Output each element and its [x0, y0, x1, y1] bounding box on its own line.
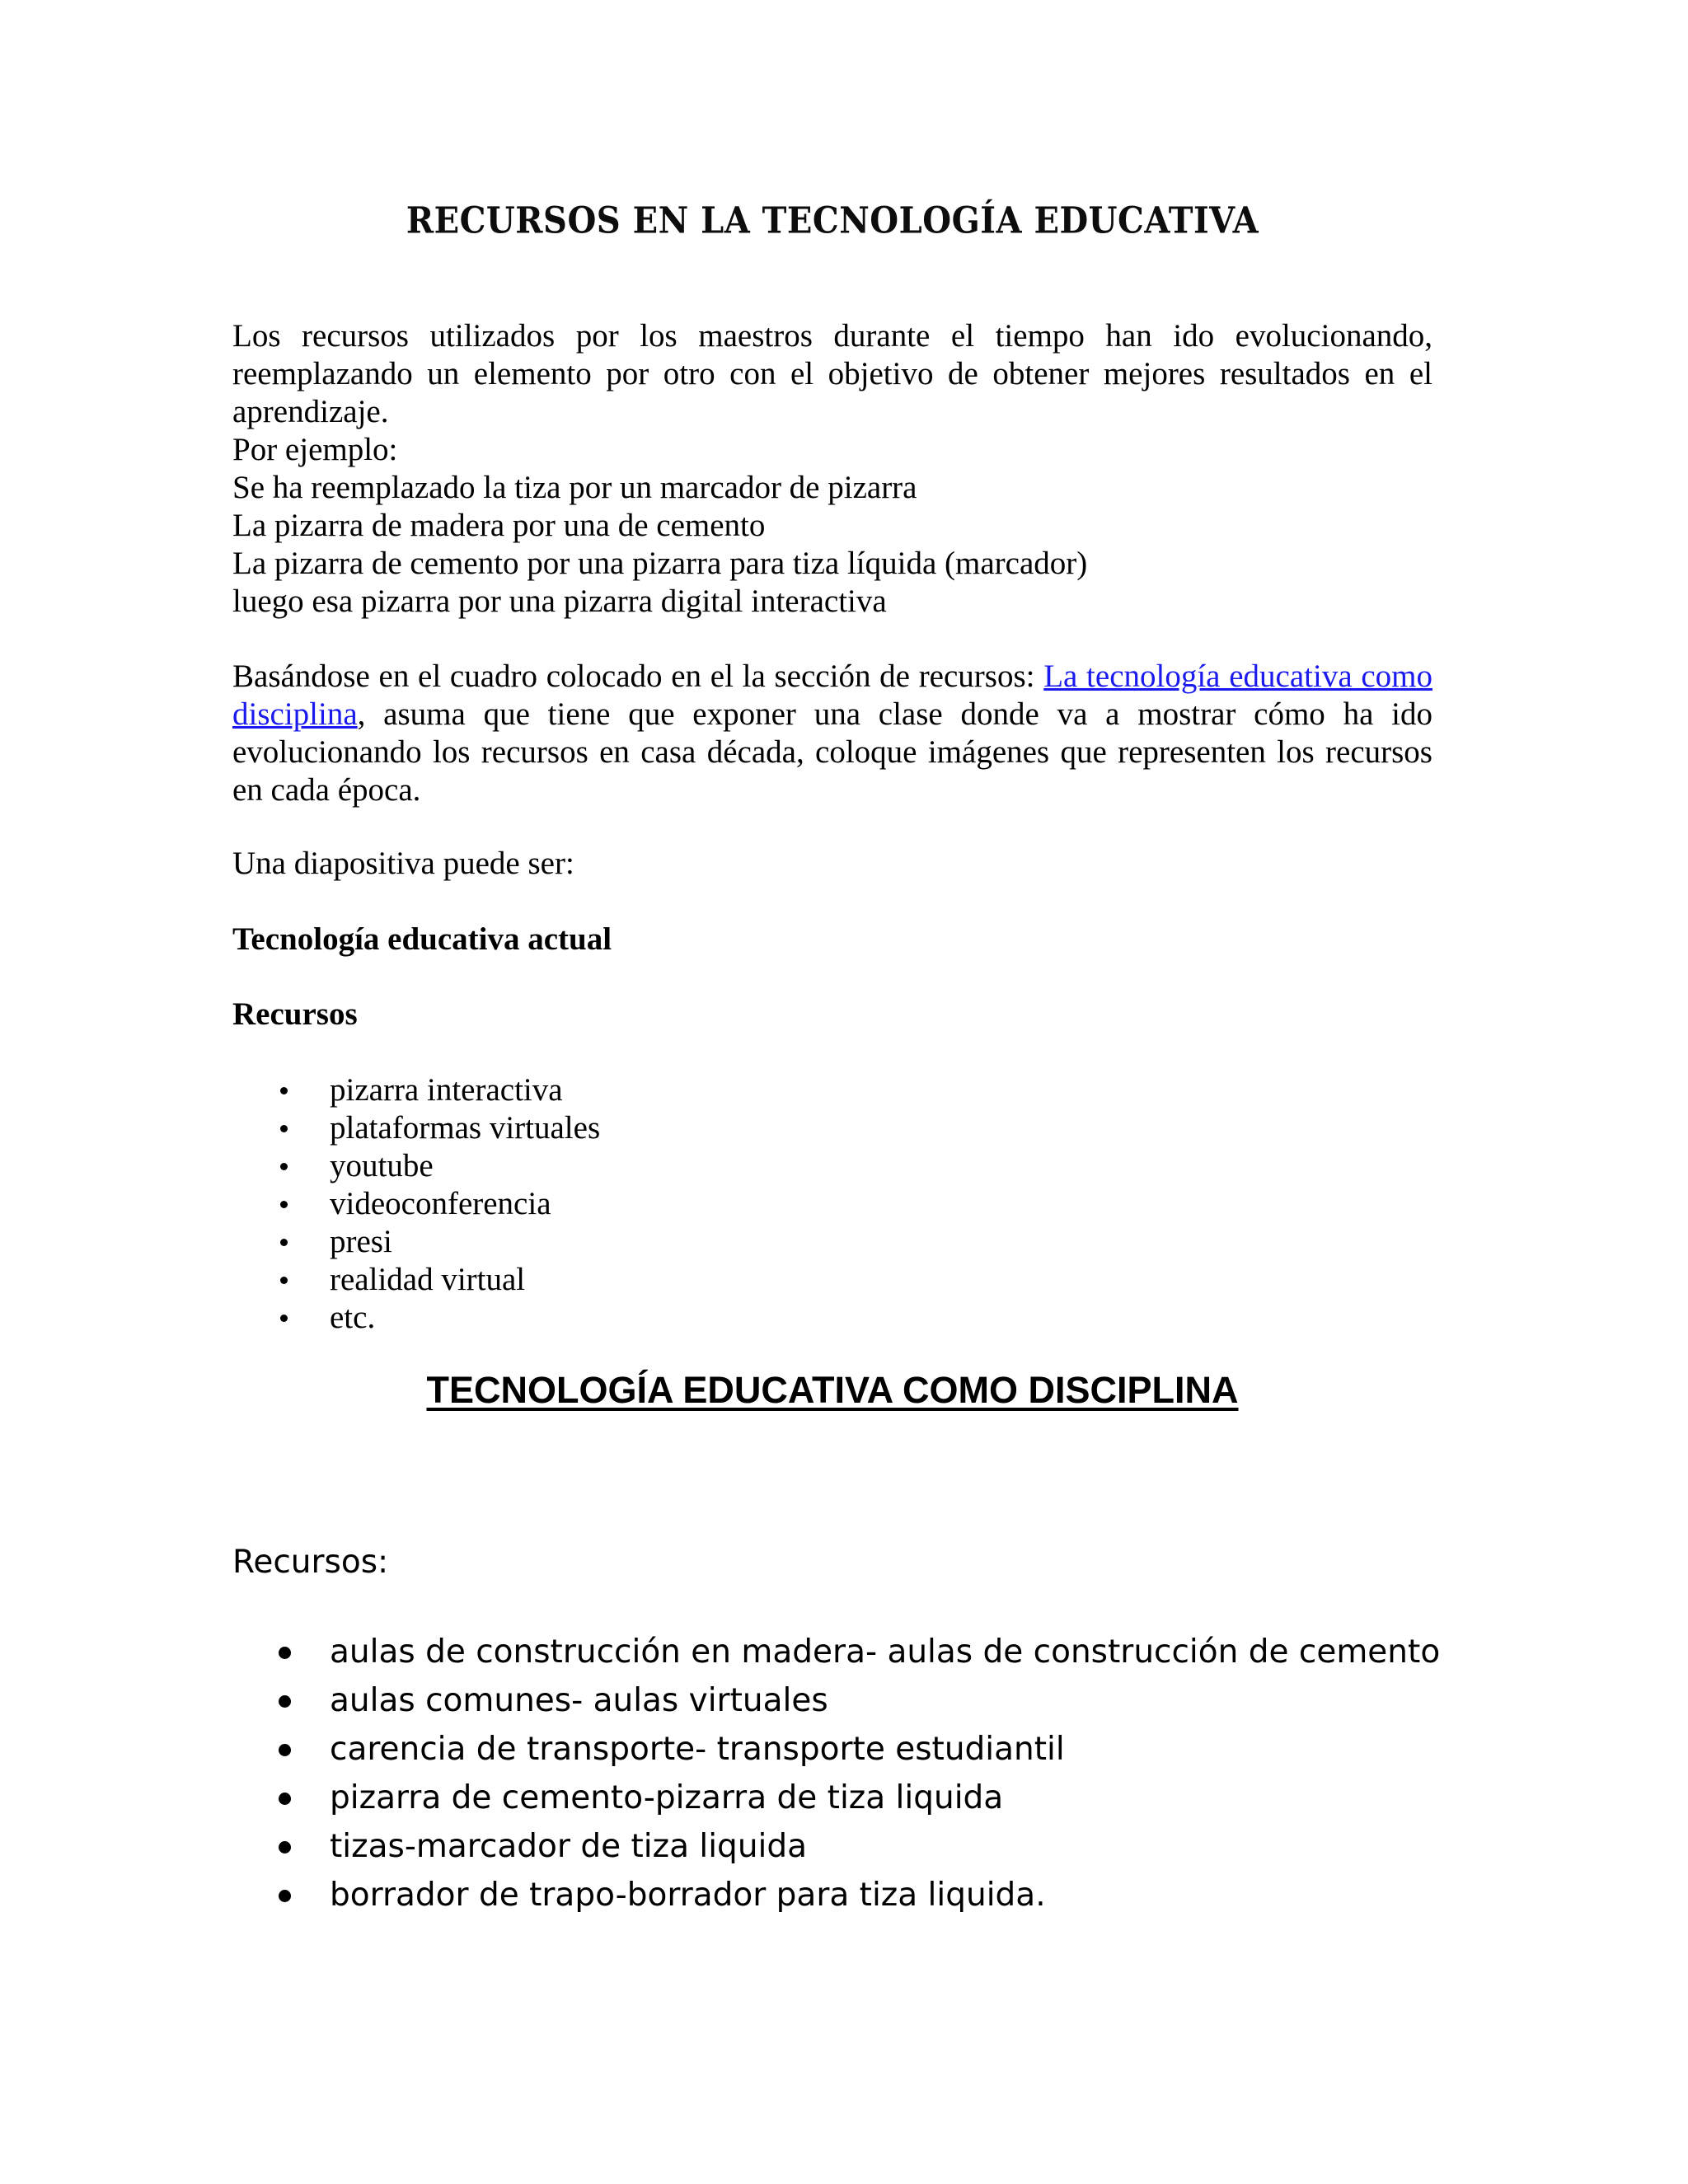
bullet-icon [279, 1841, 291, 1854]
bullet-icon [280, 1201, 288, 1208]
list-item-text: aulas de construcción en madera- aulas de construcción de cemento [330, 1633, 1441, 1671]
list-item [232, 1822, 1440, 1871]
intro-section [232, 317, 1432, 621]
section-resources-label: Recursos: [232, 1544, 389, 1581]
list-item-text: carencia de transporte- transporte estudiantil [330, 1731, 1065, 1768]
example-line: luego esa pizarra por una pizarra digital interactiva [232, 583, 887, 619]
bullet-icon [279, 1793, 291, 1805]
slide-intro: Una diapositiva puede ser: [232, 846, 574, 881]
list-item [232, 1223, 600, 1261]
list-item [232, 1676, 1440, 1725]
list-item-text: presi [330, 1224, 392, 1259]
list-item [232, 1628, 1440, 1676]
list-item-text: pizarra de cemento-pizarra de tiza liquida [330, 1779, 1004, 1816]
list-item-text: borrador de trapo-borrador para tiza liquida. [330, 1877, 1046, 1914]
section-resources-list [232, 1628, 1440, 1919]
example-line: Se ha reemplazado la tiza por un marcador de pizarra [232, 470, 917, 505]
list-item [232, 1774, 1440, 1822]
instructions-text-continued: , asuma que tiene que exponer una clase donde va a mostrar cómo ha ido evolucionando los recursos en casa década, coloque imágenes que representen los recursos en cada época. [232, 696, 1432, 808]
resources-list [232, 1071, 600, 1337]
bullet-icon [280, 1239, 288, 1246]
example-line: La pizarra de madera por una de cemento [232, 508, 766, 543]
list-item [232, 1725, 1440, 1774]
list-item [232, 1185, 600, 1223]
list-item-text: etc. [330, 1300, 376, 1335]
list-item-text: videoconferencia [330, 1186, 551, 1221]
list-item [232, 1071, 600, 1109]
document-page [232, 0, 1441, 2184]
list-item-text: youtube [330, 1148, 434, 1183]
list-item [232, 1299, 600, 1337]
bullet-icon [280, 1163, 288, 1170]
bullet-icon [279, 1695, 291, 1708]
disciplina-link[interactable]: La tecnología educativa como disciplina [232, 658, 1432, 732]
list-item-text: plataformas virtuales [330, 1110, 601, 1146]
list-item [232, 1871, 1440, 1919]
list-item [232, 1109, 600, 1147]
list-item [232, 1147, 600, 1185]
instructions-text: Basándose en el cuadro colocado en el la sección de recursos: [232, 658, 1044, 694]
list-item [232, 1261, 600, 1299]
bullet-icon [279, 1744, 291, 1756]
bullet-icon [280, 1087, 288, 1094]
intro-paragraph: Los recursos utilizados por los maestros durante el tiempo han ido evolucionando, reemplazando un elemento por otro con el objetivo de obtener mejores resultados en el aprendizaje. [232, 318, 1432, 429]
bullet-icon [280, 1277, 288, 1284]
list-item-text: tizas-marcador de tiza liquida [330, 1828, 808, 1865]
list-item-text: realidad virtual [330, 1262, 526, 1297]
example-line: Por ejemplo: [232, 432, 398, 467]
instructions-paragraph [232, 658, 1432, 809]
bullet-icon [280, 1315, 288, 1322]
list-item-text: aulas comunes- aulas virtuales [330, 1682, 828, 1719]
bullet-icon [280, 1125, 288, 1132]
bullet-icon [279, 1647, 291, 1659]
section-title: TECNOLOGÍA EDUCATIVA COMO DISCIPLINA [426, 1369, 1239, 1411]
slide-heading: Tecnología educativa actual [232, 921, 612, 957]
document-title: RECURSOS EN LA TECNOLOGÍA EDUCATIVA [406, 199, 1259, 242]
example-line: La pizarra de cemento por una pizarra para tiza líquida (marcador) [232, 546, 1088, 581]
resources-heading: Recursos [232, 996, 358, 1032]
list-item-text: pizarra interactiva [330, 1072, 563, 1108]
bullet-icon [279, 1890, 291, 1902]
